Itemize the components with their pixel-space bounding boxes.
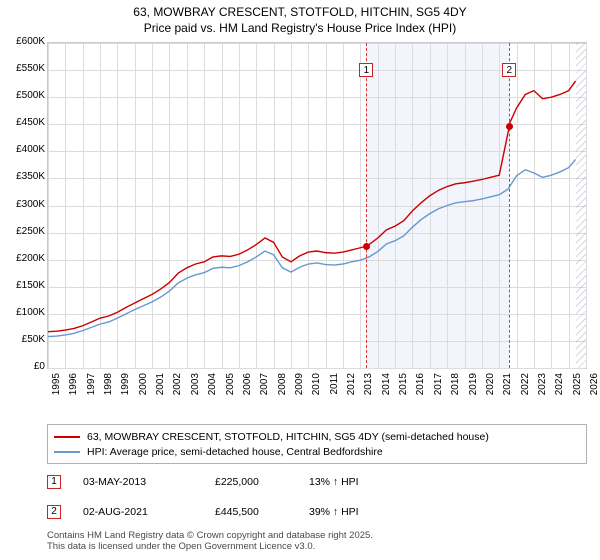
series-line-price-paid — [48, 81, 576, 332]
x-axis-tick-label: 2024 — [554, 373, 566, 396]
sale-marker-line-2 — [509, 43, 510, 368]
x-axis-tick-label: 1996 — [68, 373, 80, 396]
sale-price-1: £225,000 — [215, 476, 259, 488]
y-axis-tick-label: £0 — [33, 361, 45, 372]
sale-marker-badge-1[interactable]: 1 — [359, 63, 373, 77]
x-axis-tick-label: 2005 — [224, 373, 236, 396]
gridline-horizontal — [48, 368, 586, 369]
footer-line-1: Contains HM Land Registry data © Crown copyright and database right 2025. — [47, 530, 373, 541]
gridline-vertical — [586, 43, 587, 368]
y-axis-tick-label: £450K — [16, 117, 45, 129]
x-axis-tick-label: 1999 — [120, 373, 132, 396]
x-axis-tick-label: 2011 — [328, 373, 340, 395]
y-axis-tick-label: £150K — [16, 279, 45, 291]
series-line-hpi — [48, 159, 576, 336]
y-axis-tick-label: £50K — [21, 333, 45, 345]
sale-hpi-2: 39% ↑ HPI — [309, 506, 359, 518]
x-axis-tick-label: 2016 — [415, 373, 427, 396]
sale-point-2 — [506, 123, 513, 130]
sale-price-2: £445,500 — [215, 506, 259, 518]
x-axis-tick-label: 2026 — [589, 373, 600, 396]
chart-plot-area — [47, 42, 587, 369]
x-axis-tick-label: 2019 — [467, 373, 479, 396]
x-axis-tick-label: 2007 — [259, 373, 271, 396]
sale-point-1 — [363, 243, 370, 250]
x-axis-tick-label: 1997 — [85, 373, 97, 396]
sale-hpi-1: 13% ↑ HPI — [309, 476, 359, 488]
x-axis-tick-label: 2001 — [155, 373, 167, 396]
sale-marker-1: 1 — [47, 475, 61, 489]
x-axis-tick-label: 2012 — [346, 373, 358, 396]
x-axis-tick-label: 2023 — [536, 373, 548, 396]
legend-label-hpi: HPI: Average price, semi-detached house, Central Bedfordshire — [87, 445, 383, 458]
sale-row — [47, 474, 587, 492]
chart-legend — [47, 424, 587, 464]
x-axis-tick-label: 2017 — [432, 373, 444, 396]
y-axis-tick-label: £500K — [16, 90, 45, 102]
x-axis-tick-label: 2003 — [189, 373, 201, 396]
sale-date-2: 02-AUG-2021 — [83, 506, 148, 518]
x-axis-tick-label: 2018 — [450, 373, 462, 396]
x-axis-tick-label: 2020 — [484, 373, 496, 396]
title-line-1: 63, MOWBRAY CRESCENT, STOTFOLD, HITCHIN, SG5 4DY — [133, 5, 467, 19]
x-axis-tick-label: 2004 — [207, 373, 219, 396]
page-title — [0, 4, 600, 36]
series-svg — [48, 43, 586, 368]
sale-date-1: 03-MAY-2013 — [83, 476, 147, 488]
x-axis-tick-label: 2022 — [519, 373, 531, 396]
y-axis-tick-label: £600K — [16, 36, 45, 47]
y-axis-tick-label: £200K — [16, 252, 45, 264]
legend-swatch-hpi — [54, 451, 80, 453]
legend-item — [54, 429, 580, 444]
y-axis-tick-label: £550K — [16, 63, 45, 75]
x-axis-tick-label: 2010 — [311, 373, 323, 396]
footer-line-2: This data is licensed under the Open Government Licence v3.0. — [47, 541, 316, 552]
sale-row — [47, 504, 587, 522]
x-axis-tick-label: 1995 — [51, 373, 62, 396]
y-axis-tick-label: £350K — [16, 171, 45, 183]
x-axis-tick-label: 2021 — [502, 373, 514, 396]
x-axis-tick-label: 2009 — [293, 373, 305, 396]
x-axis-tick-label: 2013 — [363, 373, 375, 396]
title-line-2: Price paid vs. HM Land Registry's House Price Index (HPI) — [143, 21, 457, 35]
sale-marker-line-1 — [366, 43, 367, 368]
sale-marker-badge-2[interactable]: 2 — [502, 63, 516, 77]
data-layer — [48, 43, 586, 368]
y-axis-tick-label: £400K — [16, 144, 45, 156]
footer-attribution — [47, 530, 592, 552]
x-axis-tick-label: 2008 — [276, 373, 288, 396]
legend-swatch-price — [54, 436, 80, 438]
x-axis-tick-label: 2002 — [172, 373, 184, 396]
legend-item — [54, 444, 580, 459]
sale-marker-2: 2 — [47, 505, 61, 519]
y-axis-tick-label: £100K — [16, 306, 45, 318]
x-axis-tick-label: 2006 — [241, 373, 253, 396]
x-axis-tick-label: 1998 — [103, 373, 115, 396]
x-axis-tick-label: 2015 — [398, 373, 410, 396]
x-axis-tick-label: 2000 — [137, 373, 149, 396]
y-axis-tick-label: £300K — [16, 198, 45, 210]
x-axis-tick-label: 2025 — [571, 373, 583, 396]
y-axis-tick-label: £250K — [16, 225, 45, 237]
legend-label-price: 63, MOWBRAY CRESCENT, STOTFOLD, HITCHIN, SG5 4DY (semi-detached house) — [87, 430, 489, 443]
x-axis-tick-label: 2014 — [380, 373, 392, 396]
